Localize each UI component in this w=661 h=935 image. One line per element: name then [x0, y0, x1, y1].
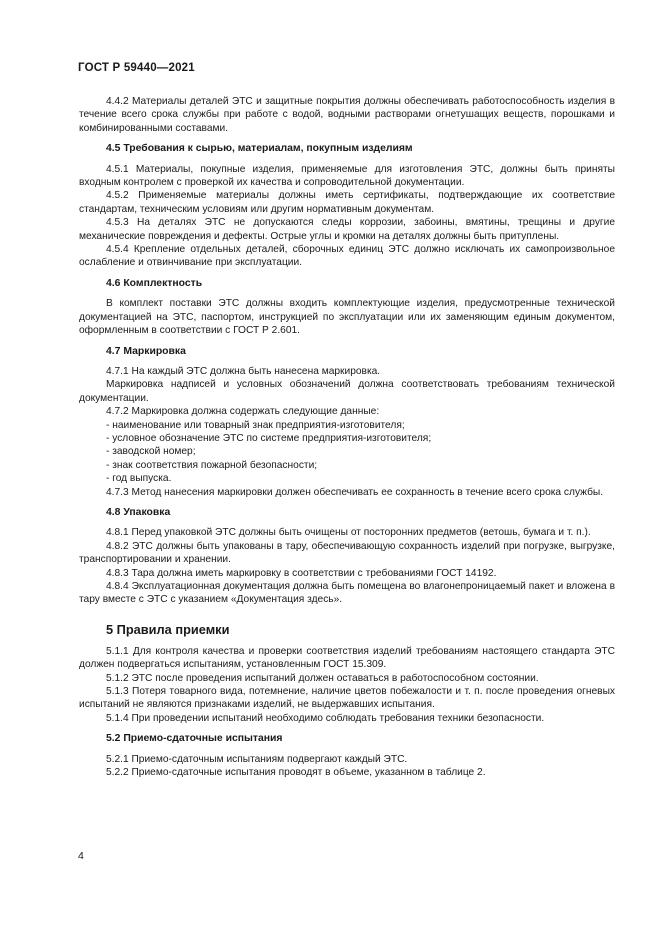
heading-section-5: 5 Правила приемки: [106, 621, 230, 637]
paragraph-4-5-2: 4.5.2 Применяемые материалы должны иметь сертификаты, подтверждающие их соответствие стандартам, техническим условиям или другим нормативным документам.: [79, 190, 615, 215]
paragraph-4-7-3: 4.7.3 Метод нанесения маркировки должен обеспечивать ее сохранность в течение всего срока службы.: [106, 486, 604, 498]
paragraph-4-8-1: 4.8.1 Перед упаковкой ЭТС должны быть очищены от посторонних предметов (ветошь, бумага и т. п.).: [106, 527, 591, 539]
heading-4-6: 4.6 Комплектность: [106, 277, 203, 289]
paragraph-4-7-1: 4.7.1 На каждый ЭТС должна быть нанесена маркировка.: [106, 365, 381, 377]
heading-5-2: 5.2 Приемо-сдаточные испытания: [106, 733, 283, 745]
paragraph-4-4-2: 4.4.2 Материалы деталей ЭТС и защитные покрытия должны обеспечивать работоспособность изделия в течение всего срока службы при работе с водой, водными растворами огнетушащих веществ, порошками и комбинированными составами.: [79, 96, 615, 134]
document-body: [79, 95, 615, 779]
paragraph-5-1-3: 5.1.3 Потеря товарного вида, потемнение, наличие цветов побежалости и т. п. после проведения огневых испытаний не являются признаками изделий, не выдержавших испытания.: [79, 686, 615, 711]
heading-4-8: 4.8 Упаковка: [106, 506, 171, 518]
paragraph-4-5-3: 4.5.3 На деталях ЭТС не допускаются следы коррозии, забоины, вмятины, трещины и другие механические повреждения и дефекты. Острые углы и кромки на деталях должны быть притуплены.: [79, 217, 615, 242]
list-item: - условное обозначение ЭТС по системе предприятия-изготовителя;: [106, 432, 432, 444]
list-item: - знак соответствия пожарной безопасности;: [106, 459, 318, 471]
paragraph-4-8-2: 4.8.2 ЭТС должны быть упакованы в тару, обеспечивающую сохранность изделий при погрузке, выгрузке, транспортировании и хранении.: [79, 540, 615, 566]
paragraph-5-1-2: 5.1.2 ЭТС после проведения испытаний должен оставаться в работоспособном состоянии.: [106, 672, 539, 684]
paragraph-4-5-1: 4.5.1 Материалы, покупные изделия, применяемые для изготовления ЭТС, должны быть приняты входным контролем с проверкой их качества и сопроводительной документации.: [79, 163, 615, 189]
paragraph-4-7-2: 4.7.2 Маркировка должна содержать следующие данные:: [106, 406, 380, 418]
list-item: - заводской номер;: [106, 446, 196, 458]
paragraph-5-2-2: 5.2.2 Приемо-сдаточные испытания проводят в объеме, указанном в таблице 2.: [106, 767, 486, 779]
paragraph-5-1-1: 5.1.1 Для контроля качества и проверки соответствия изделий требованиям настоящего стандарта ЭТС должен подвергаться испытаниям, установленным ГОСТ 15.309.: [79, 645, 615, 671]
paragraph-4-7-1-marking: Маркировка надписей и условных обозначений должна соответствовать требованиям технической документации.: [79, 379, 615, 404]
heading-4-7: 4.7 Маркировка: [106, 345, 186, 357]
paragraph-5-1-4: 5.1.4 При проведении испытаний необходимо соблюдать требования техники безопасности.: [106, 712, 545, 724]
paragraph-4-5-4: 4.5.4 Крепление отдельных деталей, сборочных единиц ЭТС должно исключать их самопроизвольное ослабление и отвинчивание при эксплуатации.: [79, 244, 615, 269]
paragraph-5-2-1: 5.2.1 Приемо-сдаточным испытаниям подвергают каждый ЭТС.: [106, 753, 408, 765]
document-header: ГОСТ Р 59440—2021: [78, 62, 195, 74]
paragraph-4-8-3: 4.8.3 Тара должна иметь маркировку в соответствии с требованиями ГОСТ 14192.: [106, 567, 497, 579]
paragraph-4-6: В комплект поставки ЭТС должны входить комплектующие изделия, предусмотренные технической документацией на ЭТС, паспортом, инструкцией по эксплуатации или их заменяющим единым документом, оформленным в соответствии с ГОСТ Р 2.601.: [79, 298, 615, 337]
list-item: - год выпуска.: [106, 473, 172, 485]
paragraph-4-8-4: 4.8.4 Эксплуатационная документация должна быть помещена во влагонепроницаемый пакет и вложена в тару вместе с ЭТС с указанием «Документация здесь».: [79, 581, 615, 606]
page-number: 4: [78, 850, 84, 862]
list-item: - наименование или товарный знак предприятия-изготовителя;: [106, 419, 405, 431]
heading-4-5: 4.5 Требования к сырью, материалам, покупным изделиям: [106, 143, 413, 155]
